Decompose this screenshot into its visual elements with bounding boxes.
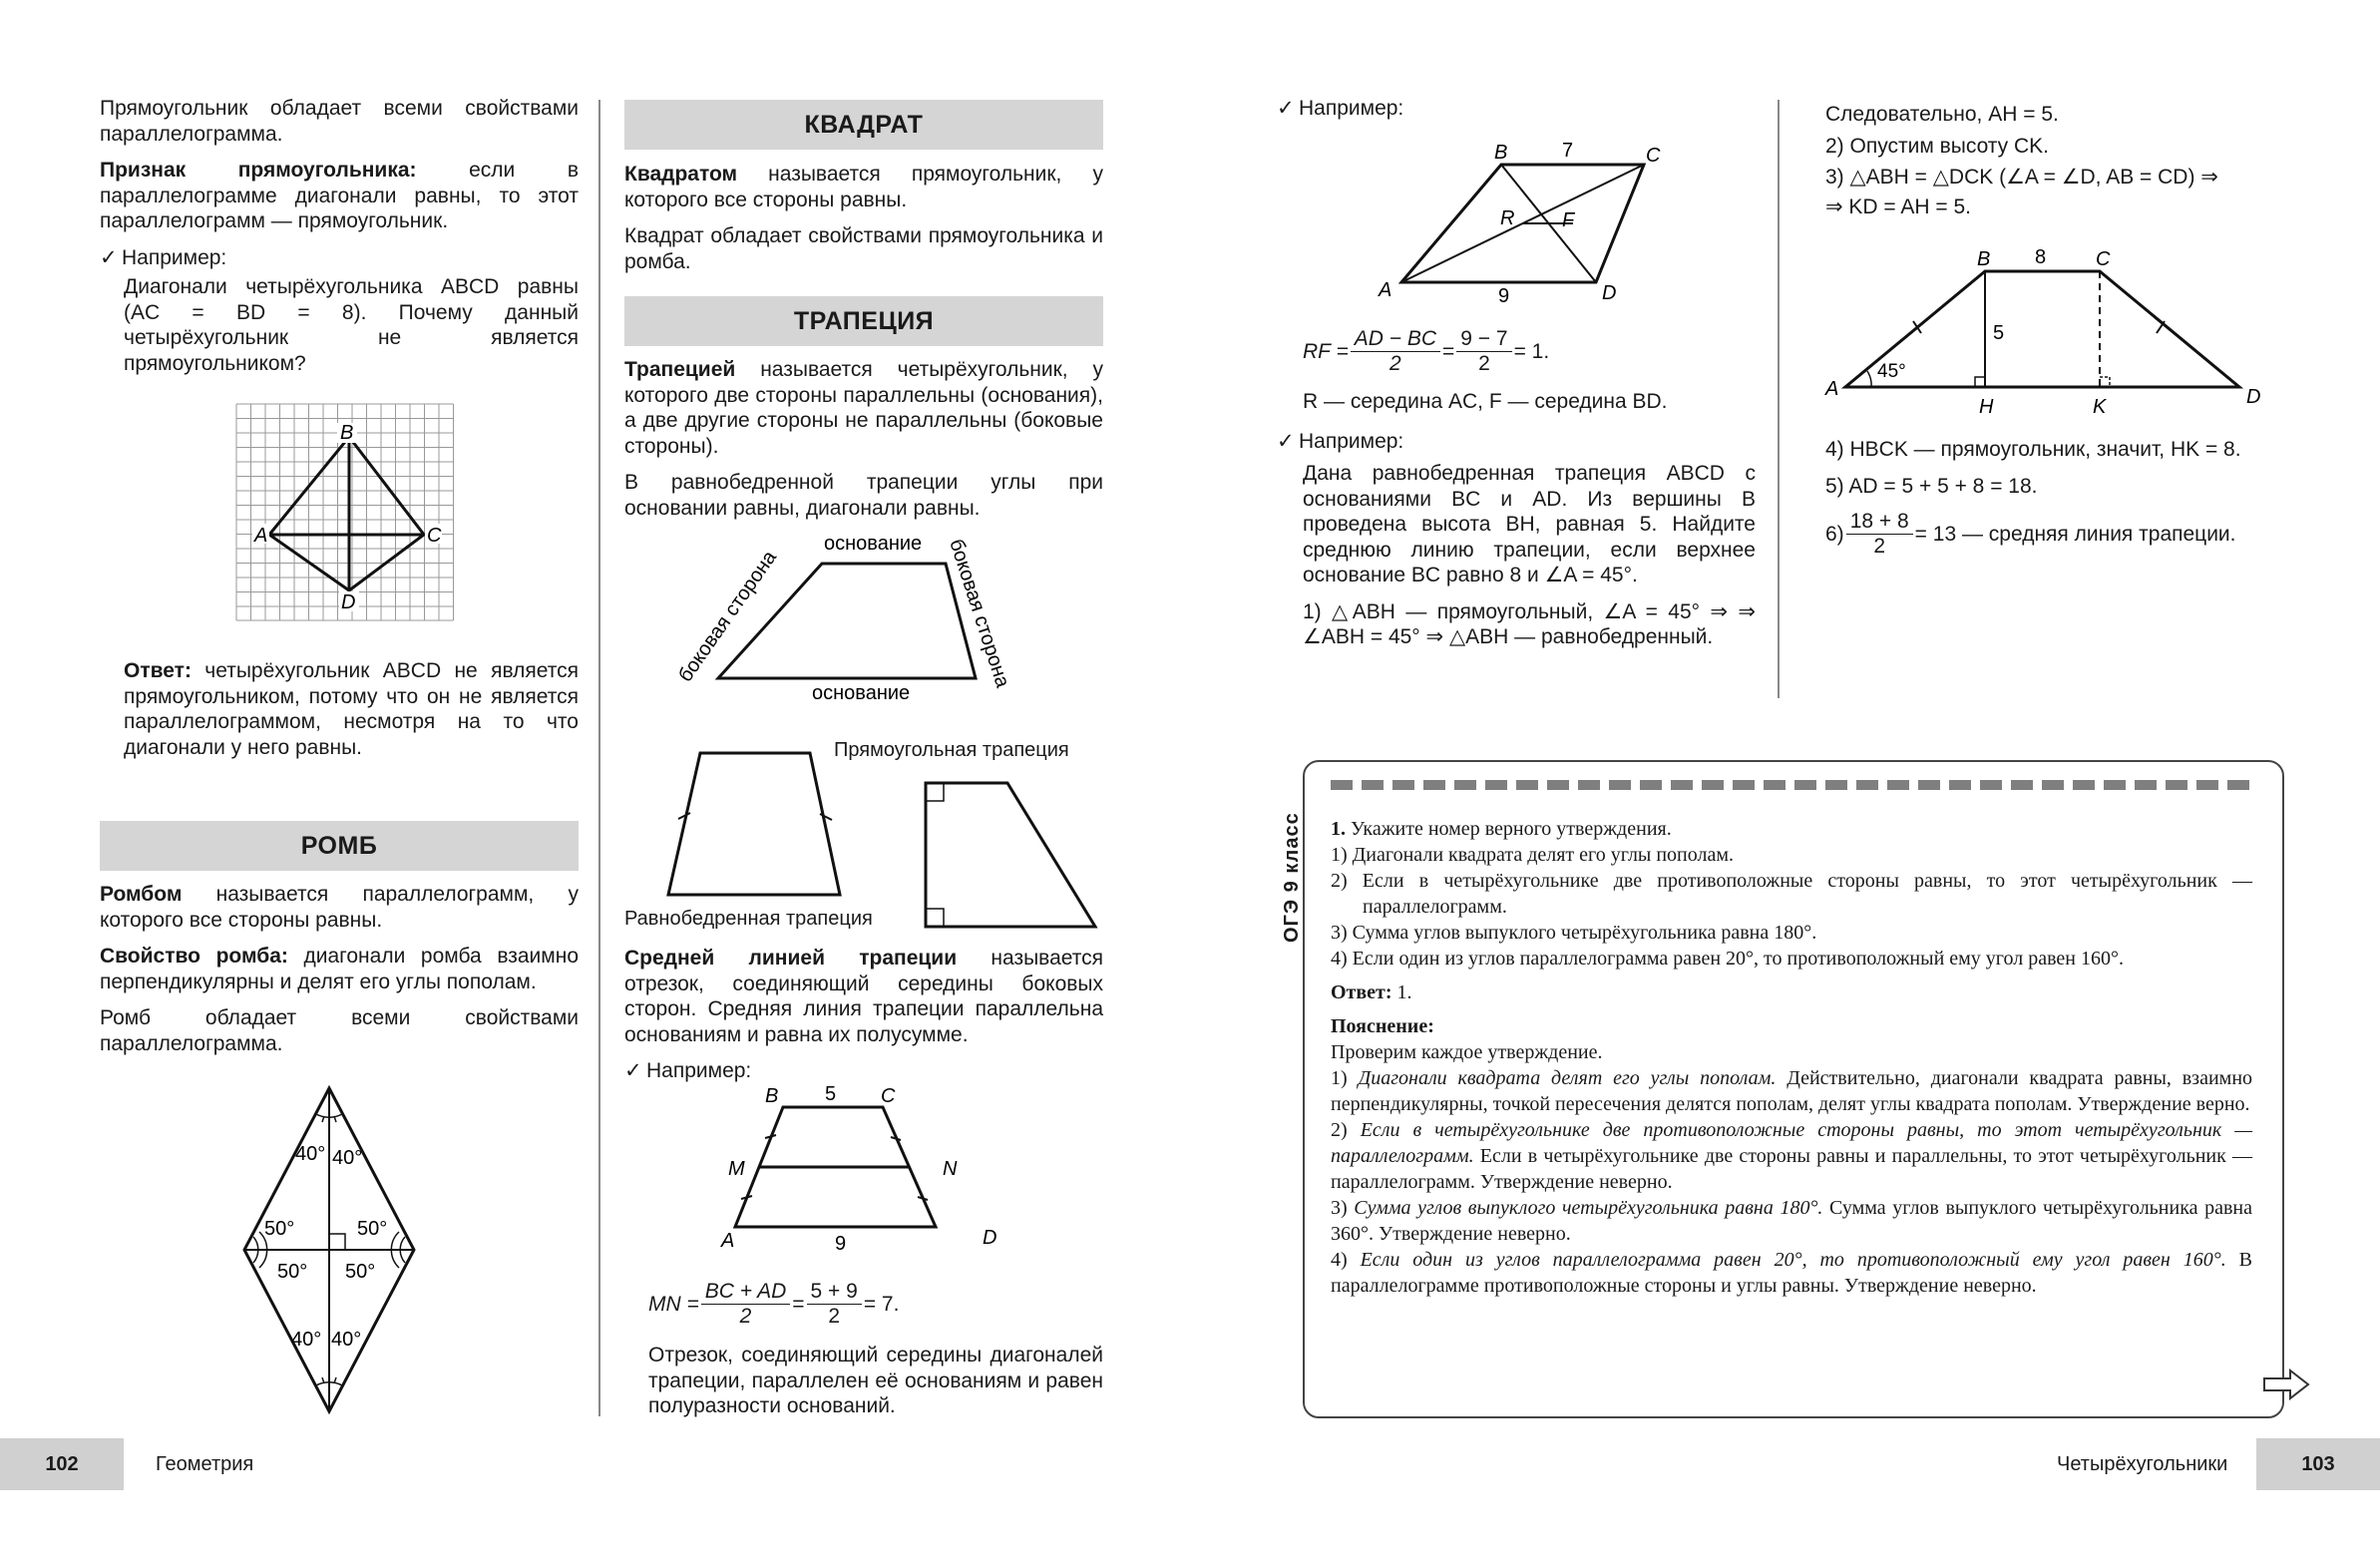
example-question: Диагонали четырёхугольника ABCD равны (AC = BD = 8). Почему данный четырёхугольник не является прямоугольником?	[124, 275, 579, 375]
svg-text:45°: 45°	[1877, 361, 1906, 382]
solution-top: Следовательно, AH = 5. 2) Опустим высоту CK. 3) △ABH = △DCK (∠A = ∠D, AB = CD) ⇒ ⇒ KD = AH = 5.	[1825, 103, 2218, 218]
kite-answer: Ответ: четырёхугольник ABCD не является прямоугольником, потому что он не является параллелограммом, несмотря на то что диагонали у него равны.	[124, 659, 579, 759]
right-page-number: 103	[2256, 1438, 2380, 1490]
label-side-right: боковая сторона	[945, 536, 1014, 691]
label-right-trapezoid: Прямоугольная трапеция	[834, 739, 1069, 761]
rect-sign: Признак прямоугольника: если в параллелограмме диагонали равны, то этот параллелограмм — прямоугольник.	[100, 159, 579, 232]
svg-text:D: D	[1602, 282, 1617, 304]
expl-4: 4) Если один из углов параллелограмма равен 20°, то противоположный ему угол равен 160°. В параллелограмме противоположные стороны и углы равны. Утверждение неверно.	[1331, 1249, 2252, 1297]
svg-text:8: 8	[2035, 246, 2047, 268]
label-base-bottom: основание	[812, 682, 911, 704]
rhomb-angle-8: 40°	[331, 1329, 362, 1351]
rhomb-angle-4: 50°	[357, 1218, 388, 1240]
grid-label-d: D	[341, 591, 356, 613]
rhomb-angle-1: 40°	[295, 1143, 326, 1165]
rhombus-figure	[229, 1082, 429, 1421]
right-column-divider	[1778, 100, 1780, 698]
rhomb-angle-6: 50°	[345, 1261, 376, 1283]
left-page-number: 102	[0, 1438, 124, 1490]
expl-2: 2) Если в четырёхугольнике две противоположные стороны равны, то этот четырёхугольник — параллелограмм. Если в четырёхугольнике две стороны равны и параллельны, то этот четырёхугольник — параллелограмм. Утверждение неверно.	[1331, 1119, 2253, 1193]
rect-intro: Прямоугольник обладает всеми свойствами параллелограмма.	[100, 97, 579, 146]
example-label: ✓ Например:	[100, 245, 227, 269]
solution-bottom: 4) HBCK — прямоугольник, значит, HK = 8. 5) AD = 5 + 5 + 8 = 18. 6) $\frac{18 + 8}{2}$ = 13 — средняя линия трапеции.	[1825, 438, 2241, 558]
expl-3: 3) Сумма углов выпуклого четырёхугольника равна 180°. Сумма углов выпуклого четырёхугольника равна 360°. Утверждение неверно.	[1331, 1197, 2252, 1245]
iso-trapezoid-solution-figure	[1815, 239, 2274, 419]
rhomb-angle-7: 40°	[291, 1329, 322, 1351]
parallelogram-trapezoid-figure	[1367, 135, 1676, 304]
svg-text:B: B	[1977, 248, 1991, 270]
trapezoid-header: ТРАПЕЦИЯ	[624, 296, 1103, 346]
label-side-left: боковая сторона	[674, 547, 782, 686]
midline-trapezoid-figure	[713, 1082, 1012, 1257]
check-icon: ✓	[1277, 430, 1295, 453]
next-arrow-icon[interactable]	[2262, 1368, 2312, 1400]
grid-label-c: C	[427, 525, 442, 547]
svg-text:A: A	[721, 1230, 735, 1252]
option-2: 2) Если в четырёхугольнике две противоположные стороны равны, то этот четырёхугольник — параллелограмм.	[1331, 870, 2252, 918]
svg-text:C: C	[881, 1085, 896, 1107]
check-icon: ✓	[624, 1059, 642, 1082]
svg-text:5: 5	[1993, 322, 2005, 344]
rhomb-angle-2: 40°	[332, 1147, 363, 1169]
option-3: 3) Сумма углов выпуклого четырёхугольника равна 180°.	[1331, 922, 1817, 944]
oge-side-label: ОГЭ 9 класс	[1281, 812, 1303, 943]
svg-text:N: N	[943, 1158, 958, 1180]
box-dash-stripe	[1331, 780, 2256, 790]
iso-task-text: Дана равнобедренная трапеция ABCD с основаниями BC и AD. Из вершины B проведена высота BH, равная 5. Найдите среднюю линию трапеции, если верхнее основание BC равно 8 и ∠A = 45°. 1) △ABH — прямоугольный, ∠A = 45° ⇒ ⇒ ∠ABH = 45° ⇒ △ABH — равнобедренный.	[1303, 462, 1756, 648]
svg-text:C: C	[2096, 248, 2111, 270]
left-column-divider	[598, 100, 600, 1416]
svg-text:D: D	[2246, 386, 2261, 408]
trapezoid-text: Трапецией называется четырёхугольник, у которого две стороны параллельны (основания), а две другие стороны не параллельны (боковые стороны). В равнобедренной трапеции углы при основании равны, диагонали равны.	[624, 358, 1103, 520]
svg-text:F: F	[1562, 209, 1575, 231]
rhomb-text: Ромбом называется параллелограмм, у которого все стороны равны. Свойство ромба: диагонали ромба взаимно перпендикулярны и делят его углы пополам. Ромб обладает всеми свойствами параллелограмма.	[100, 883, 580, 1055]
left-col1-top	[100, 96, 579, 387]
svg-text:B: B	[765, 1085, 779, 1107]
svg-text:9: 9	[835, 1233, 847, 1255]
grid-label-a: A	[254, 525, 268, 547]
svg-text:A: A	[1379, 279, 1392, 301]
svg-text:M: M	[728, 1158, 745, 1180]
midline-text: Средней линией трапеции называется отрезок, соединяющий середины боковых сторон. Средняя линия трапеции параллельна основаниям и равна их полусумме. ✓ Например:	[624, 947, 1104, 1082]
svg-text:B: B	[1494, 142, 1508, 164]
iso-trapezoid-figure	[658, 743, 858, 903]
rhomb-angle-5: 50°	[277, 1261, 308, 1283]
svg-text:A: A	[1825, 378, 1839, 400]
option-1: 1) Диагонали квадрата делят его углы пополам.	[1331, 844, 1735, 866]
left-page-title: Геометрия	[156, 1453, 254, 1475]
expl-1: 1) Диагонали квадрата делят его углы пополам. Действительно, диагонали квадрата равны, взаимно перпендикулярны, точкой пересечения делятся пополам, делят углы квадрата пополам. Утверждение верно.	[1331, 1067, 2253, 1115]
segment-note: Отрезок, соединяющий середины диагоналей трапеции, параллелен её основаниям и равен полуразности оснований.	[648, 1344, 1103, 1417]
svg-text:K: K	[2093, 396, 2107, 418]
label-base-top: основание	[824, 533, 923, 555]
example-label-3: ✓ Например:	[1277, 97, 1404, 120]
label-iso-trapezoid: Равнобедренная трапеция	[624, 908, 873, 930]
grid-label-b: B	[340, 422, 354, 444]
svg-text:H: H	[1979, 396, 1994, 418]
example-label-4: ✓ Например:	[1277, 430, 1404, 453]
rf-note: R — середина AC, F — середина BD.	[1303, 390, 1668, 413]
check-icon: ✓	[100, 245, 118, 269]
svg-text:R: R	[1500, 207, 1515, 229]
rhomb-header: РОМБ	[100, 821, 579, 871]
oge-content: 1. Укажите номер верного утверждения. 1) Диагонали квадрата делят его углы пополам. 2) Если в четырёхугольнике две противоположные стороны равны, то этот четырёхугольник — параллелограмм. 3) Сумма углов выпуклого четырёхугольника равна 180°. 4) Если один из углов параллелограмма равен 20°, то противоположный ему угол равен 160°. Ответ: 1. Пояснение: Проверим каждое утверждение. 1) Диагонали квадрата делят его углы пополам. Действительно, диагонали квадрата равны, взаимно перпендикулярны, точкой пересечения делятся пополам, делят углы квадрата пополам. Утверждение верно. 2) Если в четырёхугольнике две противоположные стороны равны, то этот четырёхугольник — параллелограмм. Если в четырёхугольнике две стороны равны и параллельны, то этот четырёхугольник — параллелограмм. Утверждение неверно. 3) Сумма углов выпуклого четырёхугольника равна 180°. Сумма углов выпуклого четырёхугольника равна 360°. Утверждение неверно. 4) Если один из углов параллелограмма равен 20°, то противоположный ему угол равен 160°. В параллелограмме противоположные стороны и углы равны. Утверждение неверно.	[1331, 818, 2253, 1297]
svg-text:9: 9	[1498, 285, 1510, 304]
square-header: КВАДРАТ	[624, 100, 1103, 150]
svg-text:D: D	[983, 1227, 997, 1249]
square-text: Квадратом называется прямоугольник, у которого все стороны равны. Квадрат обладает свойствами прямоугольника и ромба.	[624, 163, 1103, 273]
labeled-trapezoid-figure	[658, 524, 1057, 723]
svg-text:7: 7	[1562, 140, 1574, 162]
example-label-2: ✓ Например:	[624, 1059, 752, 1082]
svg-text:C: C	[1646, 145, 1661, 167]
rhomb-angle-3: 50°	[264, 1218, 295, 1240]
midline-formula: MN = $\frac{BC + AD}{2}$ = $\frac{5 + 9}{2}$ = 7.	[648, 1280, 900, 1328]
right-page-title: Четырёхугольники	[2057, 1453, 2228, 1475]
svg-text:5: 5	[825, 1083, 837, 1105]
option-4: 4) Если один из углов параллелограмма равен 20°, то противоположный ему угол равен 160°.	[1331, 948, 2125, 970]
rf-formula: RF = $\frac{AD - BC}{2}$ = $\frac{9 - 7}{2}$ = 1.	[1303, 327, 1550, 375]
grid-kite-figure	[229, 399, 469, 628]
right-trapezoid-figure	[916, 773, 1105, 933]
check-icon: ✓	[1277, 97, 1295, 120]
